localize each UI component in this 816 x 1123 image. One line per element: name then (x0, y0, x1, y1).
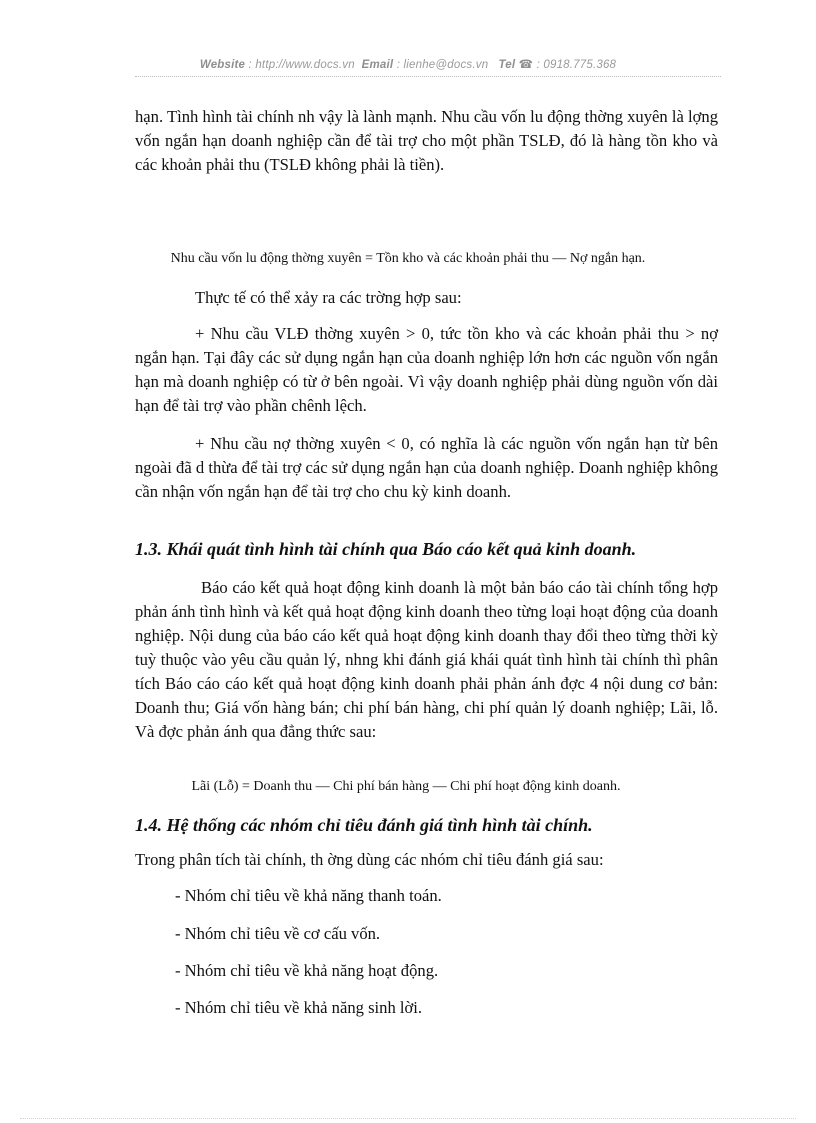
email-value: : lienhe@docs.vn (396, 59, 489, 71)
list-item: - Nhóm chỉ tiêu về khả năng thanh toán. (175, 886, 442, 905)
website-value: : http://www.docs.vn (248, 59, 355, 71)
section-heading-1-4: 1.4. Hệ thống các nhóm chỉ tiêu đánh giá tình hình tài chính. (135, 815, 593, 835)
header-divider (135, 76, 721, 77)
list-item: - Nhóm chỉ tiêu về cơ cấu vốn. (175, 924, 381, 943)
tel-label: Tel ☎ (498, 59, 534, 71)
paragraph-3: + Nhu cầu VLĐ thờng xuyên > 0, tức tồn kho và các khoản phải thu > nợ ngắn hạn. Tại đây các sử dụng ngắn hạn của doanh nghiệp lớn hơn các nguồn vốn ngắn hạn mà doanh nghiệp có từ ở bên ngoài. Vì vậy doanh nghiệp phải dùng nguồn vốn dài hạn để tài trợ vào phần chênh lệch. (135, 324, 718, 415)
paragraph-2: Thực tế có thể xảy ra các trờng hợp sau: (195, 288, 462, 307)
paragraph-4: + Nhu cầu nợ thờng xuyên < 0, có nghĩa là các nguồn vốn ngắn hạn từ bên ngoài đã d thừa để tài trợ các sử dụng ngắn hạn của doanh nghiệp. Doanh nghiệp không cần nhận vốn ngắn hạn để tài trợ cho chu kỳ kinh doanh. (135, 434, 718, 501)
website-label: Website (199, 59, 246, 71)
page-header (0, 57, 816, 71)
section-heading-1-3: 1.3. Khái quát tình hình tài chính qua Báo cáo kết quả kinh doanh. (135, 539, 637, 559)
footer-divider (20, 1118, 796, 1119)
paragraph-1: hạn. Tình hình tài chính nh vậy là lành mạnh. Nhu cầu vốn lu động thờng xuyên là lợng vốn ngắn hạn doanh nghiệp cần để tài trợ cho một phần TSLĐ, đó là hàng tồn kho và các khoản phải thu (TSLĐ không phải là tiền). (135, 107, 718, 174)
paragraph-5: Báo cáo kết quả hoạt động kinh doanh là một bản báo cáo tài chính tổng hợp phản ánh tình hình và kết quả hoạt động kinh doanh theo từng loại hoạt động của doanh nghiệp. Nội dung của báo cáo kết quả hoạt động kinh doanh thay đổi theo từng thời kỳ tuỳ thuộc vào yêu cầu quản lý, nhng khi đánh giá khái quát tình hình tài chính thì phân tích Báo cáo cáo kết quả hoạt động kinh doanh phải phản ánh đợc 4 nội dung cơ bản: Doanh thu; Giá vốn hàng bán; chi phí bán hàng, chi phí quản lý doanh nghiệp; Lãi, lỗ. Và đợc phản ánh qua đẳng thức sau: (135, 578, 718, 741)
formula-working-capital: Nhu cầu vốn lu động thờng xuyên = Tồn kho và các khoản phải thu — Nợ ngắn hạn. (170, 251, 646, 266)
paragraph-6: Trong phân tích tài chính, th ờng dùng các nhóm chỉ tiêu đánh giá sau: (135, 850, 604, 869)
tel-value: : 0918.775.368 (536, 59, 617, 71)
email-label: Email (361, 59, 394, 71)
list-item: - Nhóm chỉ tiêu về khả năng hoạt động. (175, 961, 439, 980)
formula-profit: Lãi (Lỗ) = Doanh thu — Chi phí bán hàng — Chi phí hoạt động kinh doanh. (191, 779, 621, 794)
list-item: - Nhóm chỉ tiêu về khả năng sinh lời. (175, 998, 423, 1017)
